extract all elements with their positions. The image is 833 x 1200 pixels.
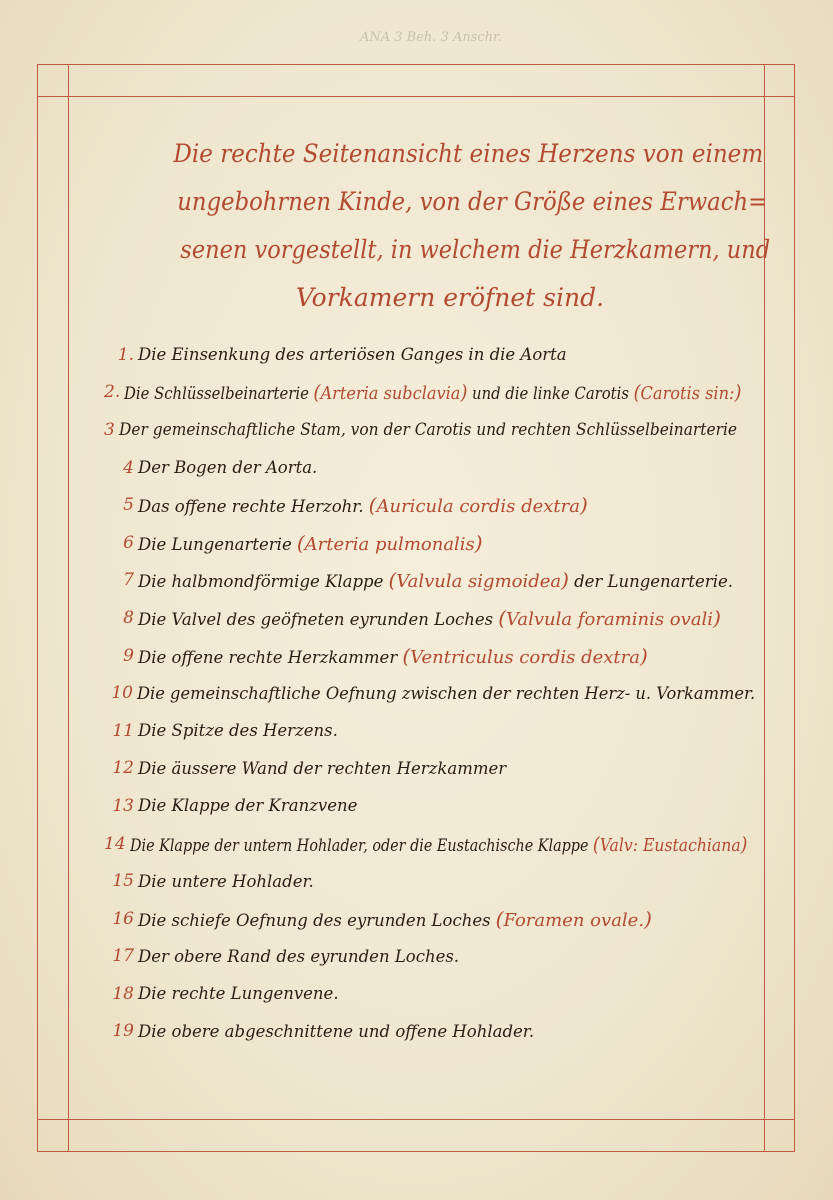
legend-item-content [138, 872, 314, 891]
legend-item-number: 9 [123, 645, 134, 666]
open-paren: ( [495, 906, 504, 931]
open-paren: ( [388, 568, 397, 593]
legend-item-content [124, 380, 741, 404]
legend-item-text: Die Valvel des geöfneten eyrunden Loches [138, 609, 494, 629]
legend-item [104, 825, 764, 863]
legend-item-text: Die obere abgeschnittene und offene Hohlader. [138, 1021, 535, 1041]
legend-item-number: 7 [123, 570, 134, 591]
legend-item-text: Die äussere Wand der rechten Herzkammer [138, 758, 507, 778]
legend-item-content [138, 759, 506, 778]
title-line-1: Die rechte Seitenansicht eines Herzens von einem [173, 139, 764, 168]
legend-item-content [138, 907, 652, 931]
title-line-3: senen vorgestellt, in welchem die Herzkamern, und [180, 235, 771, 264]
open-paren: ( [296, 530, 305, 555]
legend-item [104, 486, 764, 524]
close-paren: ) [474, 530, 483, 555]
legend-item [104, 1013, 764, 1051]
latin-term: Valvula foraminis ovali [506, 608, 714, 630]
open-paren: ( [402, 643, 411, 668]
legend-item-number: 11 [112, 720, 134, 741]
legend-item-number: 13 [112, 795, 134, 816]
legend-item [104, 862, 764, 900]
close-paren: ) [644, 906, 652, 931]
legend-item-number: 2. [104, 382, 121, 403]
legend-item [104, 938, 764, 976]
frame-rule-left [68, 64, 69, 1152]
legend-item-content [138, 721, 338, 740]
legend-item-content [137, 684, 755, 703]
legend-item [104, 524, 764, 562]
legend-item-text: Die schiefe Oefnung des eyrunden Loches [138, 910, 491, 930]
legend-item-number: 10 [111, 683, 133, 704]
legend-list [104, 336, 764, 1050]
legend-item-text-continued: und die linke Carotis [472, 384, 630, 404]
open-paren: ( [592, 831, 600, 856]
open-paren: ( [633, 380, 641, 405]
legend-item-number: 3 [104, 419, 115, 440]
legend-item-number: 17 [112, 946, 134, 967]
title-line-2: ungebohrnen Kinde, von der Größe eines Erwach= [177, 187, 768, 216]
page-title [150, 130, 771, 322]
legend-item [104, 712, 764, 750]
legend-item-number: 18 [112, 983, 134, 1004]
archive-mark: ANA 3 Beh. 3 Anschr. [360, 30, 502, 45]
latin-term: Carotis sin: [640, 383, 735, 405]
frame-rule-bottom [37, 1119, 795, 1120]
legend-item-number: 16 [112, 908, 134, 929]
latin-term: Auricula cordis dextra [376, 496, 580, 518]
open-paren: ( [498, 605, 507, 630]
legend-item-content [138, 531, 483, 555]
close-paren: ) [740, 831, 748, 856]
legend-item-content [138, 493, 588, 517]
latin-term: Arteria pulmonalis [304, 533, 475, 555]
legend-item-text: Das offene rechte Herzohr. [138, 497, 364, 517]
legend-item-text: Die gemeinschaftliche Oefnung zwischen der rechten Herz- u. Vorkammer. [137, 683, 756, 703]
open-paren: ( [368, 493, 377, 518]
legend-item [104, 637, 764, 675]
legend-item-number: 19 [112, 1021, 134, 1042]
legend-item-text: Die Spitze des Herzens. [138, 721, 338, 741]
legend-item-content [130, 832, 747, 856]
legend-item-text: Der gemeinschaftliche Stam, von der Carotis und rechten Schlüsselbeinarterie [118, 420, 737, 440]
close-paren: ) [734, 380, 742, 405]
close-paren: ) [579, 493, 588, 518]
frame-rule-top [37, 96, 795, 97]
legend-item-number: 8 [123, 607, 134, 628]
legend-item-content [138, 458, 317, 477]
legend-item-text: Die Klappe der Kranzvene [138, 796, 358, 816]
legend-item-text-continued: der Lungenarterie. [574, 572, 733, 592]
close-paren: ) [713, 605, 721, 630]
legend-item [104, 411, 764, 449]
legend-item [104, 750, 764, 788]
legend-item [104, 562, 764, 600]
latin-term: Ventriculus cordis dextra [410, 646, 640, 668]
legend-item-text: Die Klappe der untern Hohlader, oder die Eustachische Klappe [129, 835, 589, 855]
close-paren: ) [460, 380, 468, 405]
legend-item-text: Der obere Rand des eyrunden Loches. [138, 946, 460, 966]
legend-item-number: 12 [112, 758, 134, 779]
legend-item-text: Der Bogen der Aorta. [138, 458, 318, 478]
legend-item-content [138, 345, 567, 364]
legend-item [104, 599, 764, 637]
latin-term: Foramen ovale. [503, 909, 645, 931]
legend-item-text: Die halbmondförmige Klappe [138, 572, 384, 592]
legend-item-text: Die offene rechte Herzkammer [138, 647, 398, 667]
legend-item-number: 4 [123, 457, 134, 478]
legend-item-number: 14 [104, 833, 126, 854]
legend-item-content [138, 644, 648, 668]
close-paren: ) [639, 643, 648, 668]
title-line-4: Vorkamern eröfnet sind. [295, 283, 605, 312]
legend-item-content [138, 568, 733, 592]
legend-item-number: 5 [123, 495, 134, 516]
legend-item-content [119, 420, 737, 439]
legend-item [104, 787, 764, 825]
legend-item-number: 6 [123, 532, 134, 553]
close-paren: ) [561, 568, 569, 593]
latin-term: Valvula sigmoidea [396, 571, 562, 593]
legend-item-number: 1. [117, 344, 134, 365]
legend-item-content [138, 947, 459, 966]
latin-term: Valv: Eustachiana [599, 834, 741, 856]
legend-item-text: Die Lungenarterie [138, 534, 292, 554]
latin-term: Arteria subclavia [320, 383, 461, 405]
legend-item-content [138, 984, 339, 1003]
legend-item [104, 975, 764, 1013]
legend-item [104, 449, 764, 487]
legend-item-text: Die untere Hohlader. [138, 871, 314, 891]
open-paren: ( [313, 380, 321, 405]
legend-item-content [138, 606, 721, 630]
legend-item-text: Die rechte Lungenvene. [138, 984, 339, 1004]
legend-item [104, 674, 764, 712]
legend-item [104, 374, 764, 412]
legend-item [104, 900, 764, 938]
legend-item-content [138, 1022, 534, 1041]
legend-item-text: Die Einsenkung des arteriösen Ganges in die Aorta [138, 345, 567, 365]
legend-item-content [138, 796, 357, 815]
legend-item-text: Die Schlüsselbeinarterie [124, 384, 310, 404]
frame-rule-right [764, 64, 765, 1152]
legend-item-number: 15 [112, 871, 134, 892]
legend-item [104, 336, 764, 374]
